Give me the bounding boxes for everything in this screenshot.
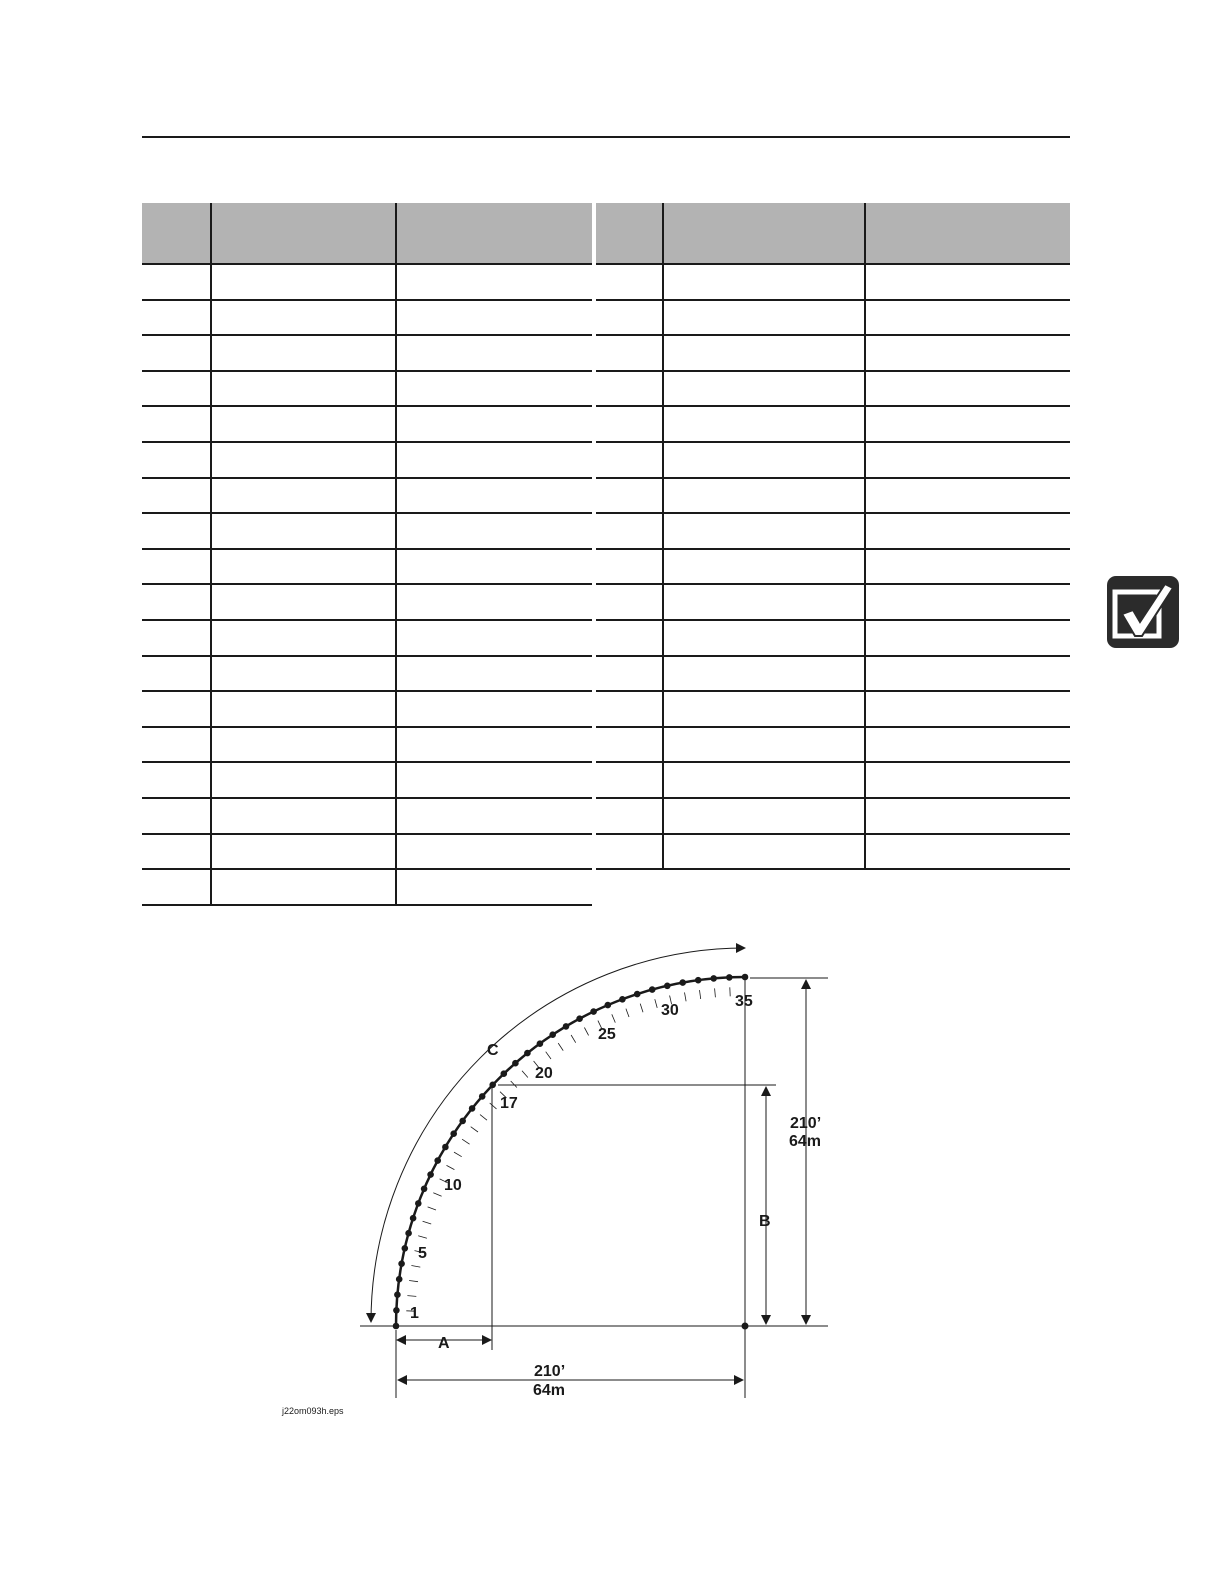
- measurement-point: [512, 1060, 519, 1067]
- tick-mark: [454, 1152, 462, 1157]
- measurement-point: [489, 1082, 496, 1089]
- point-label-30: 30: [661, 1002, 679, 1019]
- tick-mark: [655, 999, 657, 1008]
- tick-mark: [428, 1207, 436, 1210]
- measurement-point: [434, 1157, 441, 1164]
- measurement-point: [469, 1105, 476, 1112]
- measurement-point: [393, 1323, 400, 1330]
- measurement-point: [415, 1200, 422, 1207]
- dimension-label-c: C: [487, 1042, 499, 1059]
- tick-mark: [546, 1052, 551, 1059]
- measurement-point: [619, 996, 626, 1003]
- measurement-point: [563, 1023, 570, 1030]
- measurement-point: [421, 1186, 428, 1193]
- tick-mark: [511, 1081, 517, 1088]
- tick-mark: [584, 1028, 588, 1036]
- measurement-point: [605, 1002, 612, 1009]
- measurement-point: [634, 991, 641, 998]
- point-label-25: 25: [598, 1026, 616, 1043]
- point-label-5: 5: [418, 1245, 427, 1262]
- measurement-point: [726, 974, 733, 981]
- point-label-17: 17: [500, 1095, 518, 1112]
- inner-tick-marks: [406, 987, 730, 1311]
- tick-mark: [462, 1139, 470, 1144]
- tick-mark: [612, 1014, 616, 1022]
- tick-mark: [407, 1296, 416, 1297]
- vertical-span-meters: 64m: [789, 1133, 822, 1150]
- measurement-point: [664, 983, 671, 990]
- file-reference: j22om093h.eps: [282, 1406, 344, 1416]
- measurement-point: [450, 1130, 457, 1137]
- measurement-point: [501, 1070, 508, 1077]
- tick-mark: [447, 1165, 455, 1169]
- point-label-10: 10: [444, 1177, 462, 1194]
- tick-mark: [471, 1127, 478, 1132]
- measurement-point: [459, 1118, 466, 1125]
- tick-mark: [558, 1043, 563, 1051]
- tick-mark: [409, 1281, 418, 1282]
- measurement-point: [649, 986, 656, 993]
- measurement-point: [679, 979, 686, 986]
- measurement-point: [396, 1276, 403, 1283]
- baseline-corner-dot: [742, 1323, 749, 1330]
- tick-mark: [522, 1071, 528, 1078]
- measurement-point: [590, 1008, 597, 1015]
- measurement-point: [402, 1245, 409, 1252]
- measurement-point: [393, 1307, 400, 1314]
- point-label-1: 1: [410, 1305, 419, 1322]
- tick-mark: [418, 1236, 427, 1238]
- horizontal-span-meters: 64m: [533, 1382, 566, 1399]
- measurement-point: [442, 1144, 449, 1151]
- dimension-c-arc: [371, 948, 745, 1322]
- tick-mark: [700, 990, 701, 999]
- dimension-label-a: A: [438, 1335, 450, 1352]
- tick-mark: [640, 1004, 643, 1013]
- measurement-point: [742, 974, 749, 981]
- measurement-point: [576, 1015, 583, 1022]
- boom-tip-path: [396, 977, 745, 1326]
- tick-mark: [571, 1035, 576, 1043]
- tick-mark: [715, 988, 716, 997]
- measurement-point: [537, 1040, 544, 1047]
- measurement-point: [524, 1050, 531, 1057]
- horizontal-span-feet: 210’: [534, 1363, 566, 1380]
- point-label-20: 20: [535, 1065, 553, 1082]
- measurement-point: [398, 1260, 405, 1267]
- measurement-point: [410, 1215, 417, 1222]
- tick-mark: [423, 1221, 432, 1224]
- dimension-label-b: B: [759, 1213, 771, 1230]
- vertical-span-feet: 210’: [790, 1115, 822, 1132]
- tick-mark: [433, 1193, 441, 1197]
- measurement-point: [549, 1031, 556, 1038]
- tick-mark: [626, 1009, 629, 1017]
- measurement-points: [393, 974, 749, 1330]
- measurement-point: [405, 1230, 412, 1237]
- tick-mark: [480, 1115, 487, 1121]
- tick-mark: [411, 1266, 420, 1268]
- measurement-point: [394, 1291, 401, 1298]
- measurement-point: [427, 1171, 434, 1178]
- measurement-point: [695, 977, 702, 984]
- measurement-point: [710, 975, 717, 982]
- point-label-35: 35: [735, 993, 753, 1010]
- tick-mark: [685, 992, 687, 1001]
- tick-mark: [490, 1103, 497, 1109]
- measurement-point: [479, 1093, 486, 1100]
